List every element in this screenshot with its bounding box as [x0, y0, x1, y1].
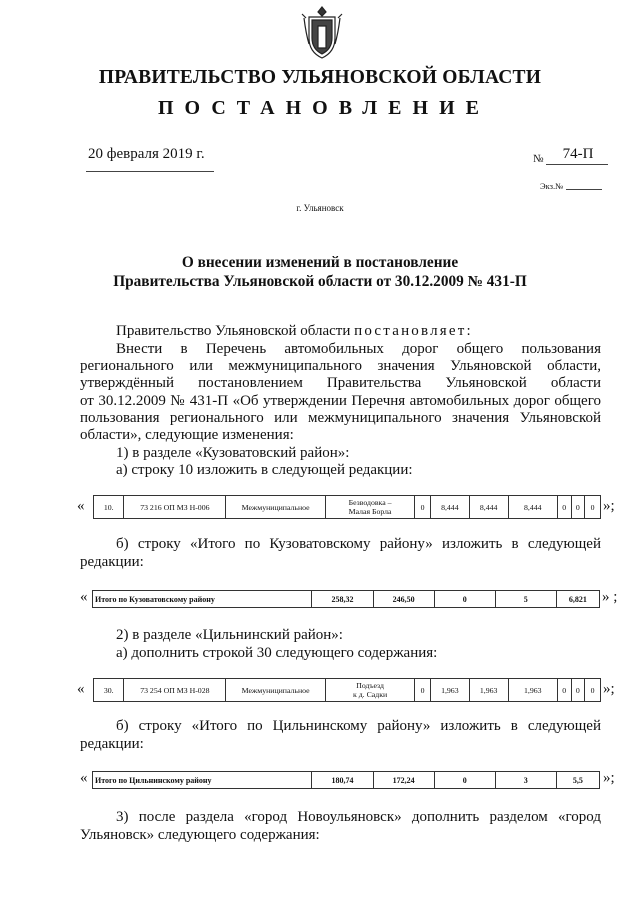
close-quote: »;	[603, 681, 615, 697]
copy-number-underline	[566, 189, 602, 190]
table-cell: 172,24	[373, 772, 434, 789]
section-heading: 2) в разделе «Цильнинский район»:	[116, 627, 343, 643]
number-underline	[546, 164, 608, 165]
table-row	[94, 679, 601, 702]
table-cell: 0	[585, 496, 601, 519]
table-cell: 8,444	[508, 496, 557, 519]
cell-line: Безводовка –	[348, 498, 392, 507]
table-cell: 0	[571, 496, 585, 519]
table-row	[94, 496, 601, 519]
table-cell: 73 216 ОП МЗ Н-006	[124, 496, 226, 519]
total-row-table	[92, 590, 600, 608]
section-heading: 1) в разделе «Кузоватовский район»:	[116, 445, 350, 461]
open-quote: «	[77, 498, 85, 514]
section-item: а) дополнить строкой 30 следующего содержания:	[116, 645, 438, 661]
paragraph-line: б) строку «Итого по Кузоватовскому району» изложить в следующей	[116, 536, 601, 552]
table-cell: 0	[557, 496, 571, 519]
table-cell	[325, 496, 414, 519]
paragraph-line: регионального или межмуниципального значения Ульяновской области,	[80, 358, 601, 374]
number-sign: №	[533, 153, 544, 165]
table-cell: 0	[415, 679, 431, 702]
table-cell: 180,74	[312, 772, 373, 789]
table-cell: Межмуниципальное	[226, 496, 326, 519]
cell-line: Малая Борла	[348, 507, 392, 516]
table-cell: 1,963	[430, 679, 469, 702]
open-quote: «	[80, 770, 88, 786]
paragraph-line: от 30.12.2009 № 431-П «Об утверждении Перечня автомобильных дорог общего	[80, 393, 601, 409]
intro-paragraph	[116, 323, 473, 340]
table-cell: 0	[585, 679, 601, 702]
decree-subject	[60, 253, 580, 291]
table-row	[93, 591, 600, 608]
table-cell: 8,444	[469, 496, 508, 519]
table-cell	[325, 679, 414, 702]
cell-line: Подъезд	[356, 681, 384, 690]
paragraph-line: редакции:	[80, 736, 144, 752]
copy-number-label: Экз.№	[540, 181, 564, 191]
close-quote: » ;	[602, 589, 618, 605]
road-row-table	[93, 678, 601, 702]
table-cell: 1,963	[508, 679, 557, 702]
table-cell: 5,5	[556, 772, 599, 789]
decree-date: 20 февраля 2019 г.	[88, 146, 205, 162]
paragraph-line: Внести в Перечень автомобильных дорог общего пользования	[116, 341, 601, 357]
section-item: а) строку 10 изложить в следующей редакции:	[116, 462, 413, 478]
open-quote: «	[80, 589, 88, 605]
table-cell: 0	[557, 679, 571, 702]
intro-text: Правительство Ульяновской области	[116, 323, 351, 339]
close-quote: »;	[603, 770, 615, 786]
table-cell: 8,444	[430, 496, 469, 519]
table-cell: Итого по Кузоватовскому району	[93, 591, 312, 608]
table-cell: 0	[415, 496, 431, 519]
table-cell: 10.	[94, 496, 124, 519]
document-type: ПОСТАНОВЛЕНИЕ	[158, 97, 490, 119]
decree-number: 74-П	[562, 146, 594, 162]
table-cell: 1,963	[469, 679, 508, 702]
paragraph-line: б) строку «Итого по Цильнинскому району» изложить в следующей	[116, 718, 601, 734]
paragraph-line: 3) после раздела «город Новоульяновск» дополнить разделом «город	[116, 809, 601, 825]
paragraph-line: редакции:	[80, 554, 144, 570]
cell-line: к д. Садки	[352, 690, 388, 699]
table-row	[93, 772, 600, 789]
paragraph-line: утверждённый постановлением Правительства Ульяновской области	[80, 375, 601, 391]
table-cell: 0	[571, 679, 585, 702]
city: г. Ульяновск	[296, 203, 344, 213]
subject-line: Правительства Ульяновской области от 30.12.2009 № 431-П	[113, 273, 527, 290]
paragraph-line: области», следующие изменения:	[80, 427, 294, 443]
table-cell: Итого по Цильнинскому району	[93, 772, 312, 789]
table-cell: 0	[434, 772, 495, 789]
table-cell: 246,50	[373, 591, 434, 608]
paragraph-line: Ульяновск» следующего содержания:	[80, 827, 320, 843]
table-cell: 3	[495, 772, 556, 789]
government-title: ПРАВИТЕЛЬСТВО УЛЬЯНОВСКОЙ ОБЛАСТИ	[98, 67, 542, 88]
total-row-table	[92, 771, 600, 789]
open-quote: «	[77, 681, 85, 697]
date-underline	[86, 171, 214, 172]
table-cell: 6,821	[556, 591, 599, 608]
table-cell: 0	[434, 591, 495, 608]
table-cell: 30.	[94, 679, 124, 702]
subject-line: О внесении изменений в постановление	[181, 254, 459, 271]
coat-of-arms-emblem	[300, 4, 344, 62]
intro-verb: постановляет:	[354, 323, 473, 339]
table-cell: 5	[495, 591, 556, 608]
paragraph-line: пользования регионального или межмуниципального значения Ульяновской	[80, 410, 601, 426]
table-cell: 258,32	[312, 591, 373, 608]
table-cell: 73 254 ОП МЗ Н-028	[124, 679, 226, 702]
close-quote: »;	[603, 498, 615, 514]
road-row-table	[93, 495, 601, 519]
table-cell: Межмуниципальное	[226, 679, 326, 702]
